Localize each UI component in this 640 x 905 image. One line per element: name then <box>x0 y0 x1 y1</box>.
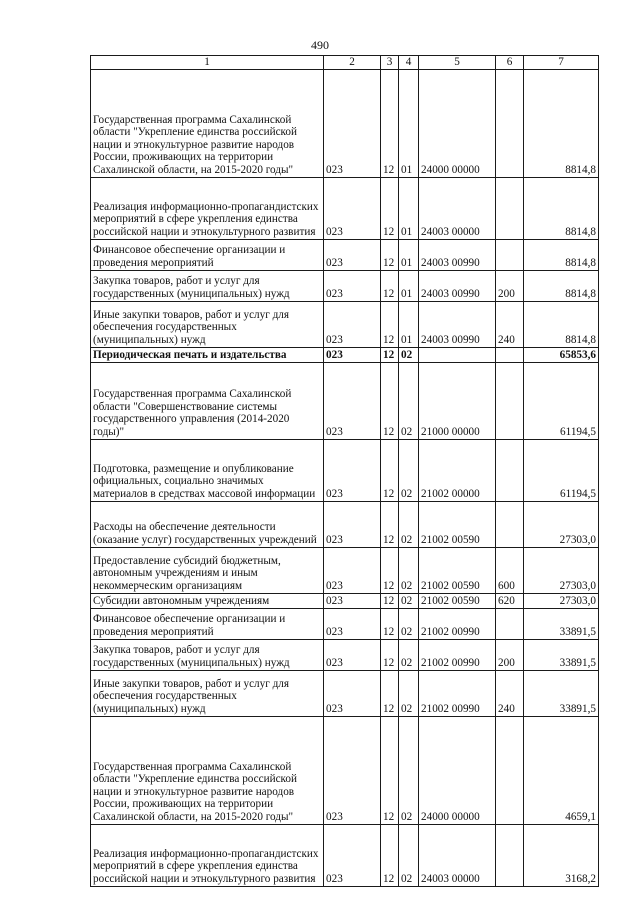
row-value-cell: 12 <box>381 177 399 239</box>
row-value-cell: 21002 00000 <box>419 439 496 501</box>
table-row <box>91 608 599 639</box>
table-row <box>91 824 599 886</box>
row-value-cell: 24003 00990 <box>419 270 496 301</box>
row-value-cell: 33891,5 <box>524 608 599 639</box>
row-value-cell: 12 <box>381 347 399 362</box>
row-value-cell: 600 <box>496 547 524 593</box>
row-value-cell: 21000 00000 <box>419 362 496 439</box>
row-label-cell: Государственная программа Сахалинской области "Укрепление единства российской нации и этнокультурное развитие народов России, проживающих на территории Сахалинской области, на 2015-2020 годы" <box>91 716 324 824</box>
row-value-cell: 02 <box>399 439 419 501</box>
row-value-cell: 4659,1 <box>524 716 599 824</box>
row-value-cell: 02 <box>399 362 419 439</box>
header-cell: 6 <box>496 56 524 70</box>
row-label-cell: Закупка товаров, работ и услуг для государственных (муниципальных) нужд <box>91 639 324 670</box>
row-value-cell: 023 <box>324 239 381 270</box>
row-value-cell: 12 <box>381 69 399 177</box>
row-value-cell: 02 <box>399 824 419 886</box>
row-value-cell: 02 <box>399 547 419 593</box>
row-label-cell: Иные закупки товаров, работ и услуг для обеспечения государственных (муниципальных) нужд <box>91 301 324 347</box>
row-value-cell: 023 <box>324 593 381 608</box>
row-value-cell: 24000 00000 <box>419 69 496 177</box>
budget-table <box>90 55 599 887</box>
row-value-cell <box>496 716 524 824</box>
row-value-cell: 12 <box>381 362 399 439</box>
row-value-cell: 12 <box>381 301 399 347</box>
table-row <box>91 501 599 547</box>
row-value-cell: 01 <box>399 239 419 270</box>
row-value-cell: 24003 00990 <box>419 239 496 270</box>
row-label-cell: Финансовое обеспечение организации и проведения мероприятий <box>91 239 324 270</box>
page-number: 490 <box>311 38 329 52</box>
row-value-cell: 8814,8 <box>524 69 599 177</box>
table-row <box>91 362 599 439</box>
table-row <box>91 301 599 347</box>
row-value-cell: 61194,5 <box>524 439 599 501</box>
table-row <box>91 439 599 501</box>
row-value-cell: 023 <box>324 547 381 593</box>
row-value-cell: 21002 00590 <box>419 593 496 608</box>
row-value-cell: 023 <box>324 301 381 347</box>
row-label-cell: Реализация информационно-пропагандистских мероприятий в сфере укрепления единства российской нации и этнокультурного развития <box>91 177 324 239</box>
row-value-cell: 02 <box>399 593 419 608</box>
header-cell: 3 <box>381 56 399 70</box>
header-cell: 7 <box>524 56 599 70</box>
row-value-cell <box>496 362 524 439</box>
row-value-cell: 8814,8 <box>524 270 599 301</box>
row-value-cell: 02 <box>399 670 419 716</box>
row-label-cell: Расходы на обеспечение деятельности (оказание услуг) государственных учреждений <box>91 501 324 547</box>
row-value-cell: 8814,8 <box>524 177 599 239</box>
row-value-cell: 023 <box>324 347 381 362</box>
row-value-cell: 12 <box>381 501 399 547</box>
row-value-cell: 27303,0 <box>524 501 599 547</box>
row-value-cell: 27303,0 <box>524 547 599 593</box>
row-value-cell: 023 <box>324 716 381 824</box>
row-value-cell: 12 <box>381 239 399 270</box>
row-label-cell: Субсидии автономным учреждениям <box>91 593 324 608</box>
row-value-cell <box>496 239 524 270</box>
table-row <box>91 716 599 824</box>
header-cell: 2 <box>324 56 381 70</box>
row-value-cell: 24003 00000 <box>419 824 496 886</box>
row-value-cell <box>496 347 524 362</box>
row-value-cell: 12 <box>381 639 399 670</box>
row-value-cell: 61194,5 <box>524 362 599 439</box>
header-cell: 4 <box>399 56 419 70</box>
table-row <box>91 69 599 177</box>
row-value-cell: 12 <box>381 593 399 608</box>
table-row <box>91 547 599 593</box>
row-value-cell: 21002 00990 <box>419 670 496 716</box>
row-value-cell: 02 <box>399 716 419 824</box>
table-header-row <box>91 56 599 70</box>
row-value-cell: 023 <box>324 608 381 639</box>
table-row <box>91 270 599 301</box>
row-value-cell: 12 <box>381 824 399 886</box>
row-value-cell: 02 <box>399 639 419 670</box>
row-value-cell: 12 <box>381 270 399 301</box>
row-value-cell: 01 <box>399 301 419 347</box>
row-value-cell: 12 <box>381 670 399 716</box>
row-label-cell: Финансовое обеспечение организации и проведения мероприятий <box>91 608 324 639</box>
row-value-cell: 21002 00990 <box>419 639 496 670</box>
row-value-cell: 023 <box>324 69 381 177</box>
row-value-cell: 023 <box>324 639 381 670</box>
row-value-cell <box>419 347 496 362</box>
header-cell: 1 <box>91 56 324 70</box>
table-row <box>91 593 599 608</box>
row-value-cell: 023 <box>324 670 381 716</box>
row-value-cell: 023 <box>324 362 381 439</box>
row-value-cell: 33891,5 <box>524 639 599 670</box>
table-row <box>91 177 599 239</box>
row-value-cell: 24003 00000 <box>419 177 496 239</box>
row-value-cell: 21002 00590 <box>419 501 496 547</box>
header-cell: 5 <box>419 56 496 70</box>
row-value-cell: 65853,6 <box>524 347 599 362</box>
row-value-cell: 023 <box>324 177 381 239</box>
row-value-cell: 02 <box>399 501 419 547</box>
table-row <box>91 347 599 362</box>
row-value-cell: 02 <box>399 608 419 639</box>
row-value-cell <box>496 177 524 239</box>
row-label-cell: Периодическая печать и издательства <box>91 347 324 362</box>
row-value-cell: 023 <box>324 439 381 501</box>
row-label-cell: Предоставление субсидий бюджетным, автономным учреждениям и иным некоммерческим организациям <box>91 547 324 593</box>
row-value-cell: 12 <box>381 716 399 824</box>
row-value-cell: 023 <box>324 501 381 547</box>
row-label-cell: Государственная программа Сахалинской области "Укрепление единства российской нации и этнокультурное развитие народов России, проживающих на территории Сахалинской области, на 2015-2020 годы" <box>91 69 324 177</box>
row-value-cell <box>496 439 524 501</box>
table-row <box>91 670 599 716</box>
row-value-cell: 12 <box>381 608 399 639</box>
row-value-cell: 21002 00990 <box>419 608 496 639</box>
row-value-cell: 24003 00990 <box>419 301 496 347</box>
row-value-cell: 240 <box>496 670 524 716</box>
row-value-cell: 27303,0 <box>524 593 599 608</box>
row-value-cell <box>496 824 524 886</box>
row-value-cell: 200 <box>496 270 524 301</box>
row-value-cell: 21002 00590 <box>419 547 496 593</box>
row-label-cell: Государственная программа Сахалинской области "Совершенствование системы государственного управления (2014-2020 годы)" <box>91 362 324 439</box>
row-value-cell: 33891,5 <box>524 670 599 716</box>
row-label-cell: Иные закупки товаров, работ и услуг для обеспечения государственных (муниципальных) нужд <box>91 670 324 716</box>
row-value-cell <box>496 501 524 547</box>
table-row <box>91 639 599 670</box>
table-row <box>91 239 599 270</box>
row-value-cell: 24000 00000 <box>419 716 496 824</box>
row-value-cell <box>496 69 524 177</box>
row-value-cell: 12 <box>381 547 399 593</box>
row-value-cell: 240 <box>496 301 524 347</box>
row-value-cell: 12 <box>381 439 399 501</box>
row-value-cell: 023 <box>324 824 381 886</box>
row-value-cell: 01 <box>399 69 419 177</box>
row-value-cell: 8814,8 <box>524 239 599 270</box>
row-label-cell: Закупка товаров, работ и услуг для государственных (муниципальных) нужд <box>91 270 324 301</box>
row-value-cell: 200 <box>496 639 524 670</box>
row-value-cell: 620 <box>496 593 524 608</box>
row-label-cell: Реализация информационно-пропагандистских мероприятий в сфере укрепления единства российской нации и этнокультурного развития <box>91 824 324 886</box>
row-value-cell: 023 <box>324 270 381 301</box>
row-value-cell: 8814,8 <box>524 301 599 347</box>
row-label-cell: Подготовка, размещение и опубликование официальных, социально значимых материалов в средствах массовой информации <box>91 439 324 501</box>
row-value-cell: 01 <box>399 270 419 301</box>
row-value-cell: 3168,2 <box>524 824 599 886</box>
row-value-cell: 01 <box>399 177 419 239</box>
row-value-cell <box>496 608 524 639</box>
row-value-cell: 02 <box>399 347 419 362</box>
